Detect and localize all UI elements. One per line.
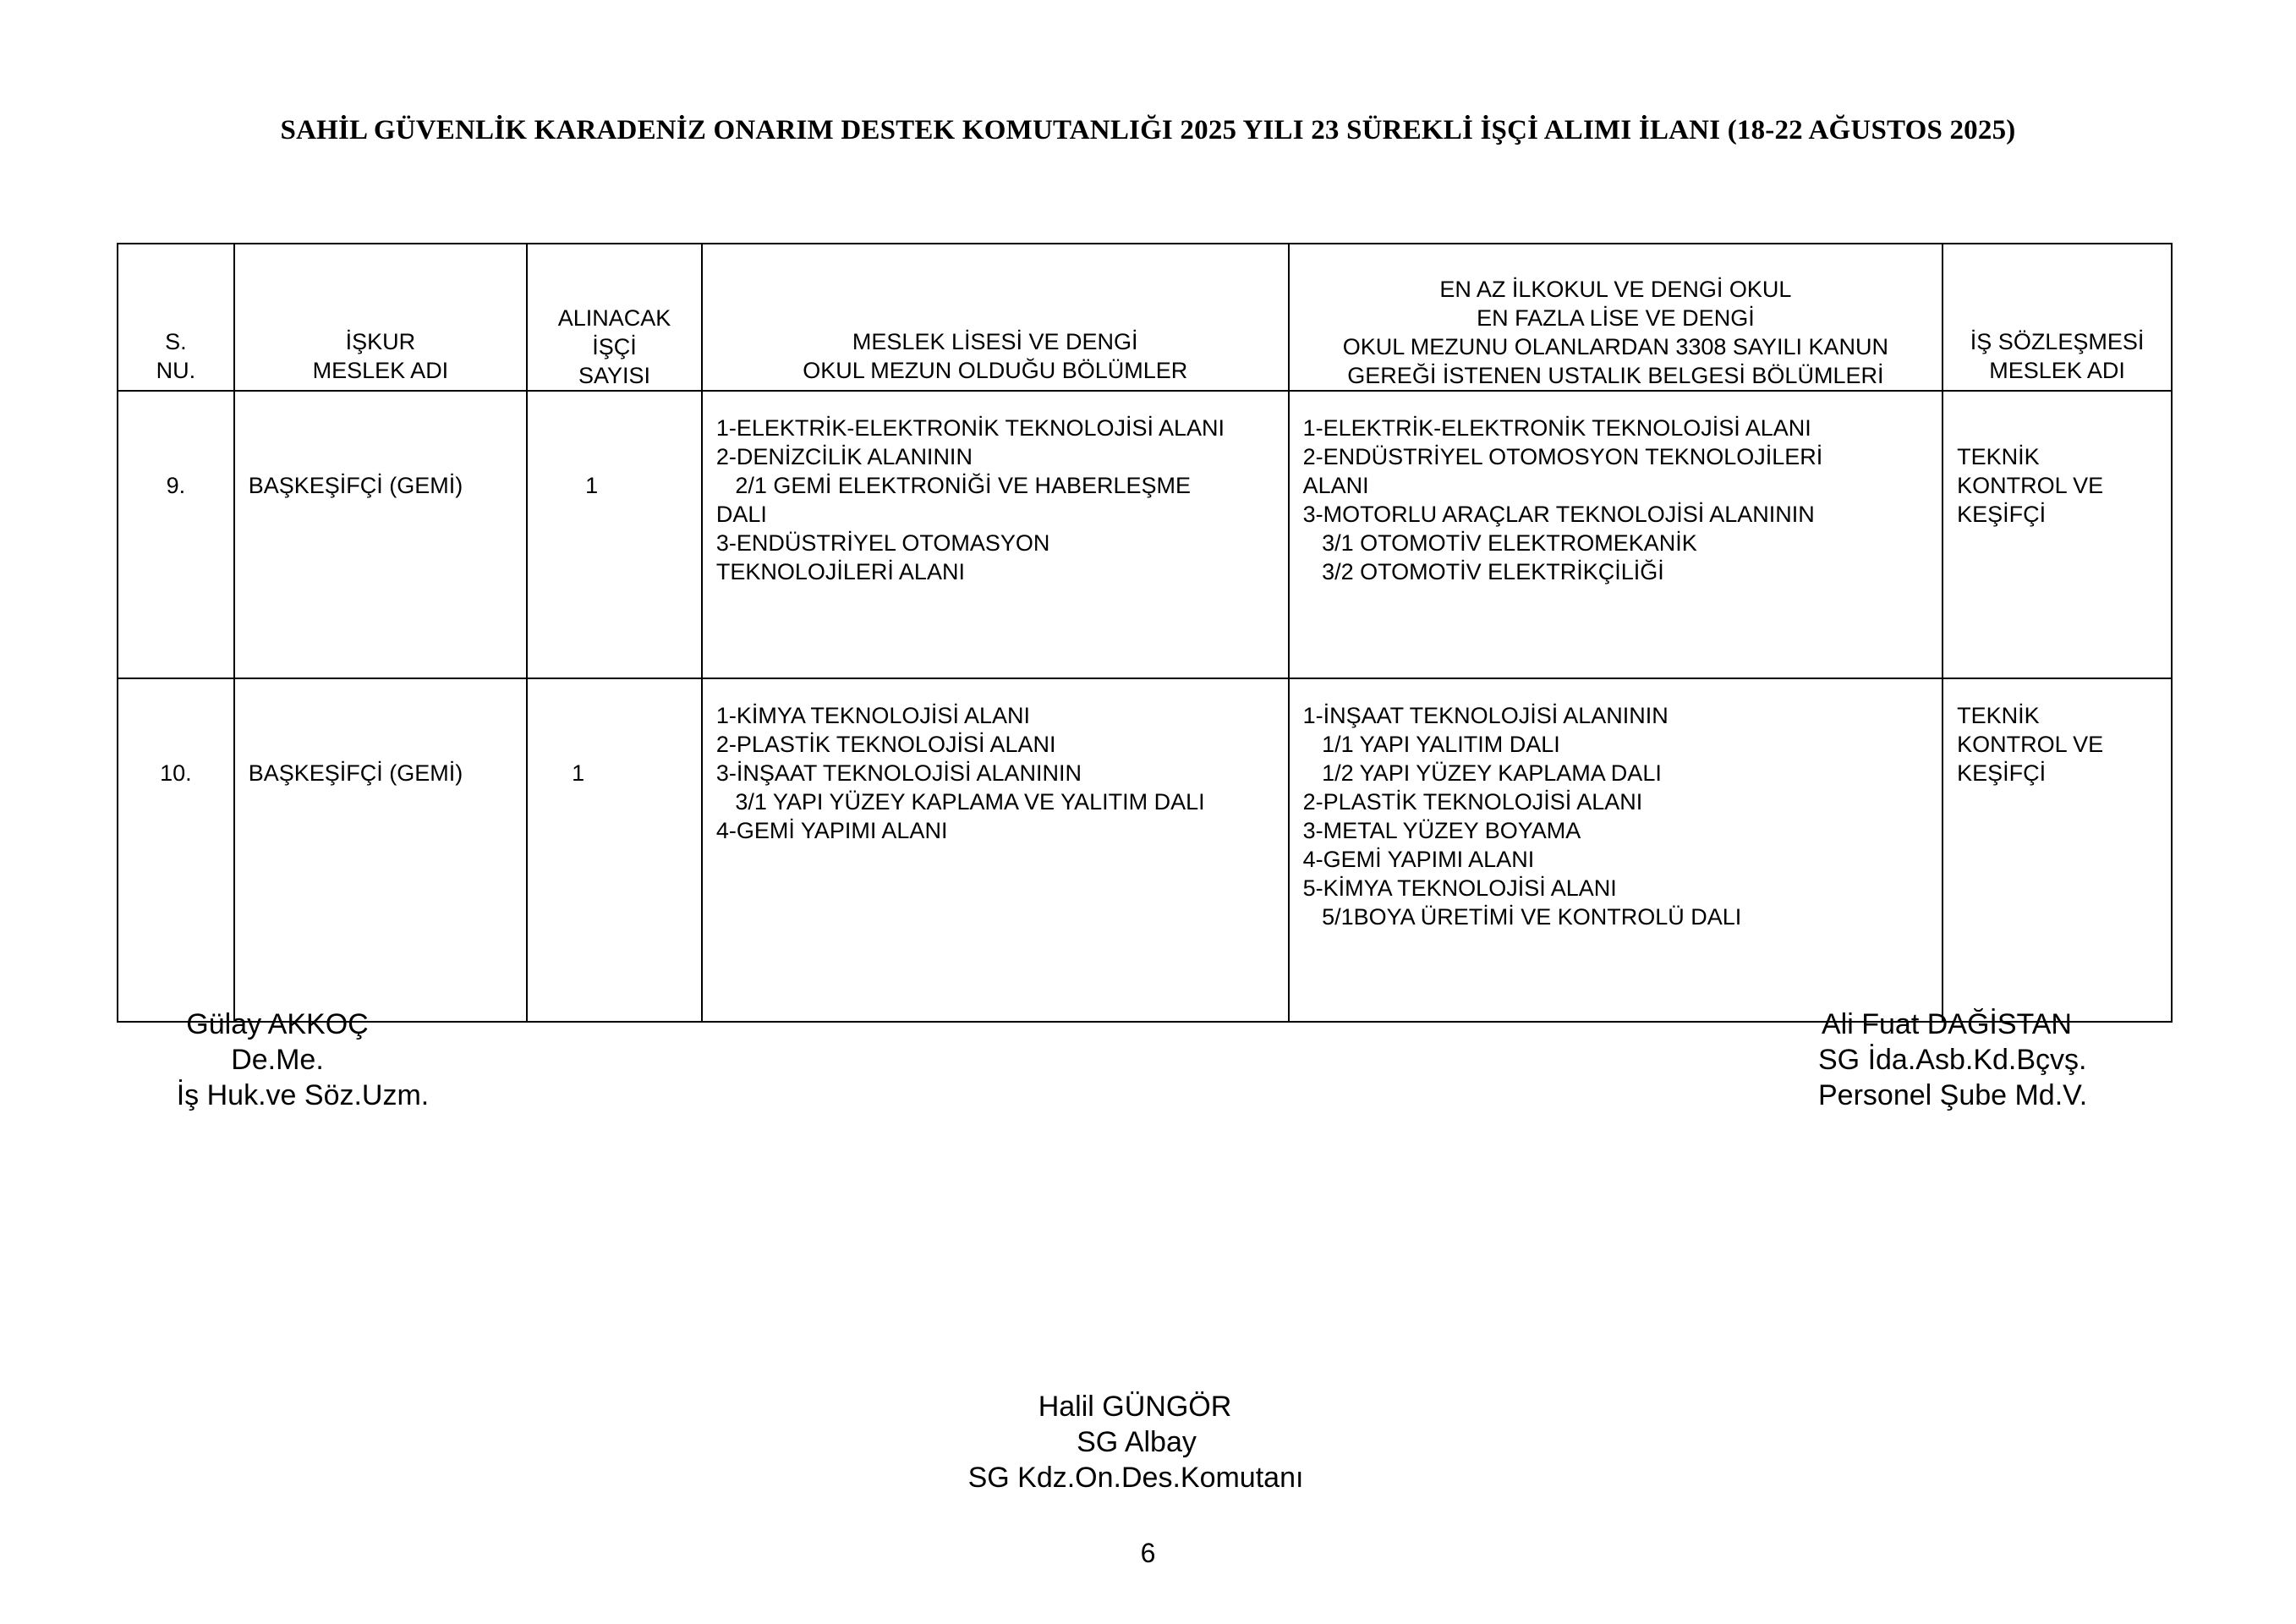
header-meslek-lisesi-bolumler: MESLEK LİSESİ VE DENGİ OKUL MEZUN OLDUĞU BÖLÜMLER bbox=[702, 244, 1289, 391]
page-number: 6 bbox=[1140, 1538, 1156, 1568]
list-item: 2-PLASTİK TEKNOLOJİSİ ALANI bbox=[1302, 789, 1643, 815]
signatory-position: SG Kdz.On.Des.Komutanı bbox=[967, 1462, 1304, 1494]
list-item: 1-KİMYA TEKNOLOJİSİ ALANI bbox=[715, 703, 1030, 728]
header-is-sozlesmesi-meslek-adi: İŞ SÖZLEŞMESİ MESLEK ADI bbox=[1943, 244, 2172, 391]
list-item: 3-METAL YÜZEY BOYAMA bbox=[1302, 818, 1581, 843]
list-item: 4-GEMİ YAPIMI ALANI bbox=[1302, 847, 1535, 872]
row-contract-name: TEKNİK KONTROL VE KEŞİFÇİ bbox=[1943, 678, 2172, 1022]
signatory-position: Personel Şube Md.V. bbox=[1818, 1079, 2088, 1111]
row-contract-name: TEKNİK KONTROL VE KEŞİFÇİ bbox=[1943, 391, 2172, 678]
row-vocational-list bbox=[702, 391, 1289, 678]
list-item: 2/1 GEMİ ELEKTRONİĞİ VE HABERLEŞME bbox=[715, 473, 1192, 498]
list-item: 1-ELEKTRİK-ELEKTRONİK TEKNOLOJİSİ ALANI bbox=[1302, 415, 1811, 441]
list-item: 2-PLASTİK TEKNOLOJİSİ ALANI bbox=[715, 732, 1056, 757]
signature-left bbox=[134, 1007, 472, 1113]
table-row bbox=[118, 678, 2172, 1022]
header-ustalik-belgesi-bolumler: EN AZ İLKOKUL VE DENGİ OKUL EN FAZLA LİSE VE DENGİ OKUL MEZUNU OLANLARDAN 3308 SAYILI KANUN GEREĞİ İSTENEN USTALIK BELGESİ BÖLÜMLERİ bbox=[1289, 244, 1943, 391]
list-item: ALANI bbox=[1302, 473, 1369, 498]
row-vocational-list bbox=[702, 678, 1289, 1022]
list-item: 4-GEMİ YAPIMI ALANI bbox=[715, 818, 948, 843]
signatory-title: De.Me. bbox=[231, 1044, 324, 1076]
signatory-title: SG İda.Asb.Kd.Bçvş. bbox=[1818, 1044, 2087, 1076]
list-item: 2-ENDÜSTRİYEL OTOMOSYON TEKNOLOJİLERİ bbox=[1302, 444, 1823, 469]
row-count: 1 bbox=[527, 678, 702, 1022]
row-iskur-meslek: BAŞKEŞİFÇİ (GEMİ) bbox=[234, 678, 527, 1022]
list-item: 3-MOTORLU ARAÇLAR TEKNOLOJİSİ ALANININ bbox=[1302, 502, 1815, 527]
list-item: 2-DENİZCİLİK ALANININ bbox=[715, 444, 973, 469]
header-alinacak-isci-sayisi: ALINACAK İŞÇİ SAYISI bbox=[527, 244, 702, 391]
signature-right bbox=[1810, 1007, 2165, 1113]
row-iskur-meslek: BAŞKEŞİFÇİ (GEMİ) bbox=[234, 391, 527, 678]
row-number: 9. bbox=[118, 391, 234, 678]
list-item: 5-KİMYA TEKNOLOJİSİ ALANI bbox=[1302, 875, 1617, 901]
list-item: 3-İNŞAAT TEKNOLOJİSİ ALANININ bbox=[715, 760, 1082, 786]
signature-center bbox=[894, 1389, 1401, 1495]
list-item: 5/1BOYA ÜRETİMİ VE KONTROLÜ DALI bbox=[1302, 904, 1742, 930]
list-item: 1-ELEKTRİK-ELEKTRONİK TEKNOLOJİSİ ALANI bbox=[715, 415, 1225, 441]
list-item: DALI bbox=[715, 502, 767, 527]
recruitment-table bbox=[117, 243, 2173, 1023]
list-item: 3-ENDÜSTRİYEL OTOMASYON bbox=[715, 530, 1050, 556]
signatory-title: SG Albay bbox=[1077, 1426, 1197, 1458]
row-primary-list bbox=[1289, 391, 1943, 678]
list-item: 3/2 OTOMOTİV ELEKTRİKÇİLİĞİ bbox=[1302, 559, 1664, 584]
list-item: 3/1 OTOMOTİV ELEKTROMEKANİK bbox=[1302, 530, 1697, 556]
document-title: SAHİL GÜVENLİK KARADENİZ ONARIM DESTEK KOMUTANLIĞI 2025 YILI 23 SÜREKLİ İŞÇİ ALIMI İLANI (18-22 AĞUSTOS 2025) bbox=[280, 115, 2016, 145]
signatory-position: İş Huk.ve Söz.Uzm. bbox=[176, 1079, 430, 1111]
row-number: 10. bbox=[118, 678, 234, 1022]
list-item: 1-İNŞAAT TEKNOLOJİSİ ALANININ bbox=[1302, 703, 1669, 728]
signatory-name: Halil GÜNGÖR bbox=[1038, 1391, 1232, 1423]
signatory-name: Ali Fuat DAĞİSTAN bbox=[1822, 1008, 2072, 1040]
table-row bbox=[118, 391, 2172, 678]
list-item: TEKNOLOJİLERİ ALANI bbox=[715, 559, 965, 584]
header-no: S. NU. bbox=[118, 244, 234, 391]
row-count: 1 bbox=[527, 391, 702, 678]
row-primary-list bbox=[1289, 678, 1943, 1022]
header-iskur-meslek-adi: İŞKUR MESLEK ADI bbox=[234, 244, 527, 391]
list-item: 1/1 YAPI YALITIM DALI bbox=[1302, 732, 1560, 757]
list-item: 1/2 YAPI YÜZEY KAPLAMA DALI bbox=[1302, 760, 1662, 786]
table-header-row bbox=[118, 244, 2172, 391]
signatory-name: Gülay AKKOÇ bbox=[186, 1008, 369, 1040]
list-item: 3/1 YAPI YÜZEY KAPLAMA VE YALITIM DALI bbox=[715, 789, 1205, 815]
